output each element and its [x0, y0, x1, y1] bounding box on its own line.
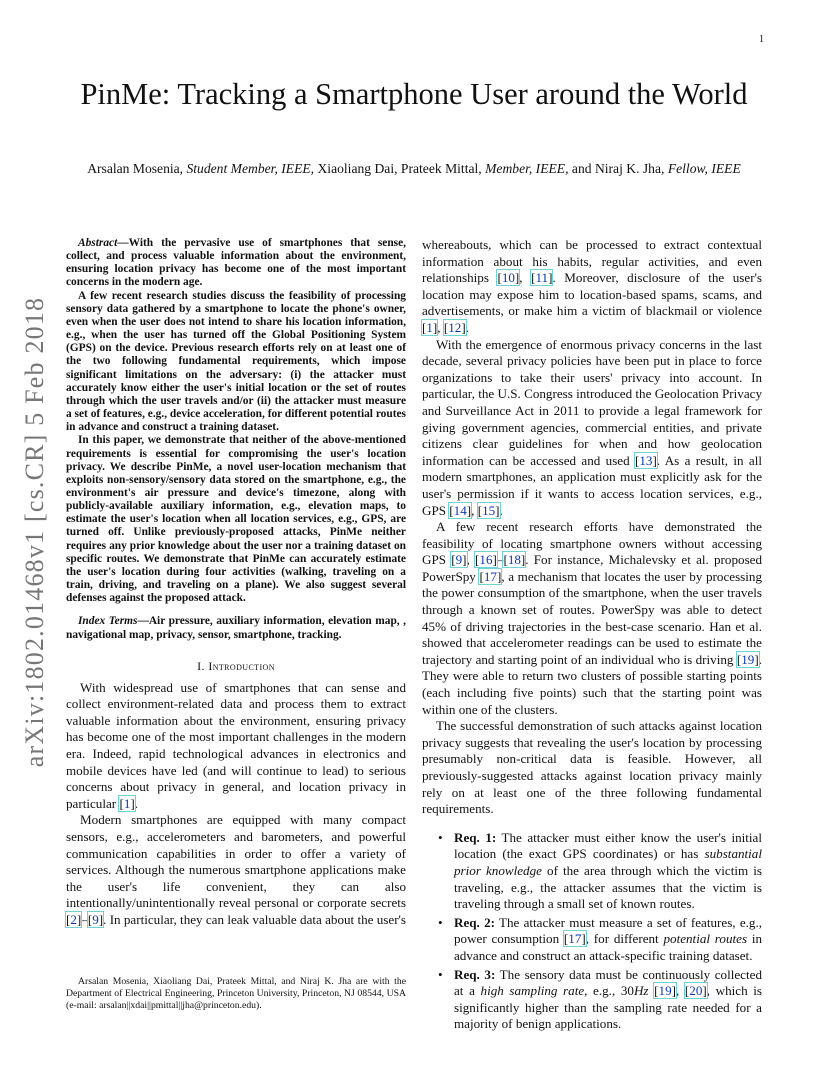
arxiv-stamp-text: arXiv:1802.01468v1 [cs.CR] 5 Feb 2018: [20, 296, 49, 768]
list-item: • Req. 1: The attacker must either know the user's initial location (the exact GPS coordinates) or has substantial prior knowledge of the area through which the victim is traveling, e.g., the attacker assumes that the victim is traveling through a small set of known routes.: [438, 829, 762, 912]
right-paragraph-2: With the emergence of enormous privacy concerns in the last decade, several privacy policies have been put in place to force organizations to take their users' privacy into account. In particular, the U.S. Congress introduced the Geolocation Privacy and Surveillance Act in 2011 to provide a legal framework for giving government agencies, commercial entities, and private citizens clear guidelines for when and how geolocation information can be accessed and used [ 13 ] . As a result, in all modern smartphones, an application must explicitly ask for the user's permission if it wants to access location services, e.g., GPS [ 14 ] , [ 15 ] .: [422, 337, 762, 520]
citation-link[interactable]: [ 9 ]: [88, 912, 103, 927]
citation-link[interactable]: [ 18 ]: [503, 552, 525, 567]
citation-link[interactable]: [ 19 ]: [737, 652, 759, 667]
right-paragraph-1: whereabouts, which can be processed to extract contextual information about his habits, regular activities, and even relationships [ 10 ] , [ 11 ] . Moreover, disclosure of the user's location may expose him to location-based spams, scams, and advertisements, or make him a victim of blackmail or violence [ 1 ] , [ 12 ] .: [422, 237, 762, 337]
citation-link[interactable]: [ 14 ]: [449, 503, 471, 518]
right-paragraph-4: The successful demonstration of such attacks against location privacy suggests that revealing the user's location by processing presumably non-critical data is feasible. However, all previously-suggested attacks against location privacy mainly rely on at least one of the three following fundamental requirements.: [422, 718, 762, 817]
arxiv-stamp: [13, 292, 57, 772]
author-list: Arsalan Mosenia, Student Member, IEEE, Xiaoliang Dai, Prateek Mittal, Member, IEEE, and Niraj K. Jha, Fellow, IEEE: [87, 161, 741, 176]
citation-link[interactable]: [ 10 ]: [497, 270, 519, 285]
bullet: •: [438, 829, 443, 845]
list-item: • Req. 3: The sensory data must be continuously collected at a high sampling rate, e.g., 30Hz [ 19 ] , [ 20 ] , which is significantly higher than the sampling rate needed for a majority of benign applications.: [438, 967, 762, 1033]
citation-link[interactable]: [ 17 ]: [479, 569, 501, 584]
citation-link[interactable]: [ 1 ]: [119, 796, 134, 811]
citation-link[interactable]: [ 17 ]: [564, 931, 586, 946]
footnote: Arsalan Mosenia, Xiaoliang Dai, Prateek Mittal, and Niraj K. Jha are with the Department of Electrical Engineering, Princeton University, Princeton, NJ 08544, USA (e-mail: arsalan||xdai||pmittal||jha@princeton.edu).: [66, 976, 406, 1012]
citation-link[interactable]: [ 2 ]: [66, 912, 81, 927]
citation-link[interactable]: [ 15 ]: [478, 503, 500, 518]
intro-paragraph-1: With widespread use of smartphones that can sense and collect environment-related data and process them to extract valuable information about the environment, ensuring privacy has become one of the most important challenges in the modern era. Indeed, rapid technological advances in electronics and mobile devices have led (and will continue to lead) to serious concerns about privacy in general, and location privacy in particular [ 1 ] .: [66, 680, 406, 813]
left-column: [66, 237, 406, 929]
intro-paragraph-2: Modern smartphones are equipped with many compact sensors, e.g., accelerometers and barometers, and powerful communication capabilities in order to offer a variety of services. Although the numerous smartphone applications make the user's life convenient, they can also intentionally/unintentionally reveal personal or corporate secrets [ 2 ] –[ 9 ] . In particular, they can leak valuable data about the user's: [66, 812, 406, 928]
citation-link[interactable]: [ 20 ]: [685, 983, 707, 998]
page-number: 1: [759, 34, 764, 45]
citation-link[interactable]: [ 16 ]: [475, 552, 497, 567]
abstract-paragraph-1: Abstract—With the pervasive use of smartphones that sense, collect, and process valuable information about the environment, ensuring location privacy has become one of the most important concerns in the modern age.: [66, 237, 406, 289]
right-paragraph-3: A few recent research efforts have demonstrated the feasibility of locating smartphone owners without accessing GPS [ 9 ] , [ 16 ] –[ 18 ] . For instance, Michalevsky et al. proposed PowerSpy [ 17 ] , a mechanism that locates the user by processing the power consumption of the smartphone, when the user travels through a known set of routes. PowerSpy was able to detect 45% of driving trajectories in the best-case scenario. Han et al. showed that accelerometer readings can be used to estimate the trajectory and starting point of an individual who is driving [ 19 ] . They were able to return two clusters of possible starting points (each including five points) such that the starting point was within one of the clusters.: [422, 519, 762, 718]
paper-title: PinMe: Tracking a Smartphone User around the World: [80, 77, 748, 111]
bullet: •: [438, 914, 443, 930]
abstract-paragraph-3: In this paper, we demonstrate that neither of the above-mentioned requirements is essential for compromising the user's location privacy. We describe PinMe, a novel user-location mechanism that exploits non-sensory/sensory data stored on the smartphone, e.g., the environment's air pressure and device's timezone, along with publicly-available auxiliary information, e.g., elevation maps, to estimate the user's location when all location services, e.g., GPS, are turned off. Unlike previously-proposed attacks, PinMe neither requires any prior knowledge about the user nor a training dataset on specific routes. We demonstrate that PinMe can accurately estimate the user's location during four activities (walking, traveling on a train, driving, and traveling on a plane). We also suggest several defenses against the proposed attack.: [66, 434, 406, 605]
bullet: •: [438, 966, 443, 982]
requirements-list: [422, 830, 762, 1033]
citation-link[interactable]: [ 1 ]: [422, 320, 437, 335]
citation-link[interactable]: [ 19 ]: [654, 983, 676, 998]
citation-link[interactable]: [ 11 ]: [531, 270, 552, 285]
right-column: [422, 237, 762, 1035]
abstract-paragraph-2: A few recent research studies discuss the feasibility of processing sensory data gathered by a smartphone to locate the phone's owner, even when the user does not intend to share his location information, e.g., when the user has turned off the Global Positioning System (GPS) on the device. Previous research efforts rely on at least one of the two following fundamental requirements, which impose significant limitations on the adversary: (i) the attacker must accurately know either the user's initial location or the set of routes through which the user travels and/or (ii) the attacker must measure a set of features, e.g., device acceleration, for different potential routes in advance and construct a training dataset.: [66, 289, 406, 434]
citation-link[interactable]: [ 13 ]: [635, 453, 657, 468]
section-heading-introduction: I. Introduction: [197, 658, 275, 673]
index-terms: Index Terms—Air pressure, auxiliary information, elevation map, , navigational map, privacy, sensor, smartphone, tracking.: [66, 615, 406, 641]
list-item: • Req. 2: The attacker must measure a set of features, e.g., power consumption [ 17 ] , for different potential routes in advance and construct an attack-specific training dataset.: [438, 915, 762, 965]
citation-link[interactable]: [ 12 ]: [444, 320, 466, 335]
citation-link[interactable]: [ 9 ]: [451, 552, 466, 567]
